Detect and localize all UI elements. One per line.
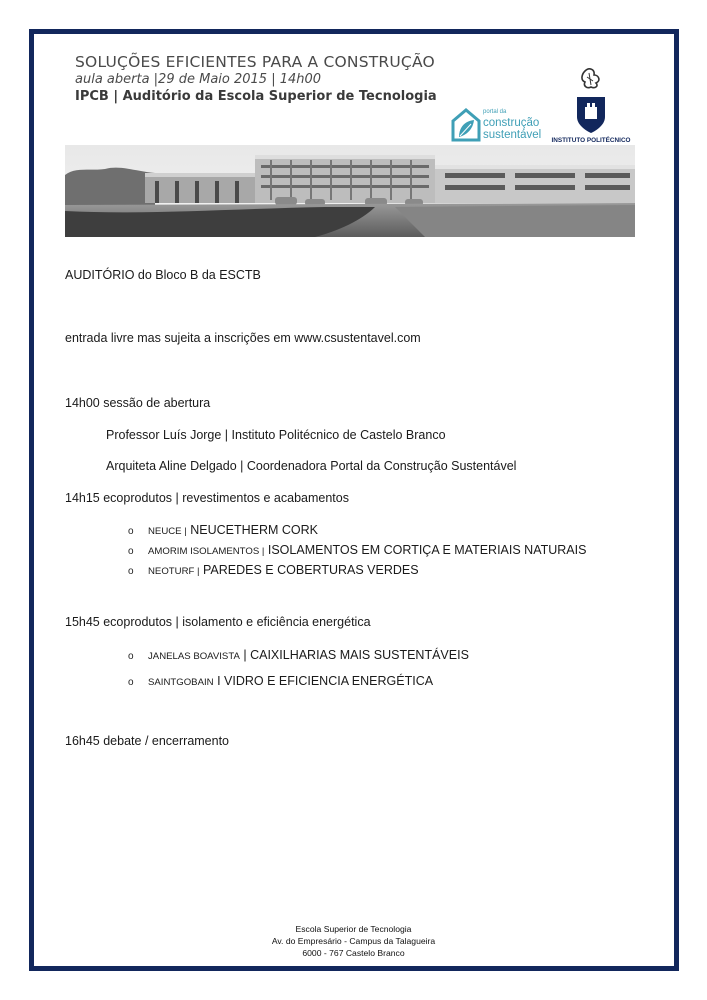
banner-titles [75,53,437,106]
banner-venue: IPCB | Auditório da Escola Superior de Tecnologia [75,89,437,104]
company-name: NEOTURF | [148,566,200,577]
product-name: ISOLAMENTOS EM CORTIÇA E MATERIAIS NATURAIS [267,543,587,557]
house-leaf-icon [451,107,481,143]
portal-line-1: construção [483,117,540,129]
product-name: | CAIXILHARIAS MAIS SUSTENTÁVEIS [243,648,469,662]
registration-text: entrada livre mas sujeita a inscrições em www.csustentavel.com [65,331,421,345]
product-name: I VIDRO E EFICIENCIA ENERGÉTICA [217,674,434,688]
bullet-icon: o [128,677,134,688]
bullet-icon: o [128,566,134,577]
list-item-text [148,674,433,688]
bullet-icon: o [128,546,134,557]
portal-line-2: sustentável [483,129,542,141]
bullet-icon: o [128,526,134,537]
banner-subtitle: aula aberta |29 de Maio 2015 | 14h00 [75,72,322,87]
session2-heading: 15h45 ecoprodutos | isolamento e eficiência energética [65,615,371,629]
company-name: JANELAS BOAVISTA [148,651,240,662]
product-name: NEUCETHERM CORK [190,523,319,537]
ipcb-shield-icon [549,67,633,135]
footer-line: Escola Superior de Tecnologia [295,924,412,934]
ipcb-name: INSTITUTO POLITÉCNICO [551,137,631,144]
ipcb-logo [549,67,633,157]
opening-heading: 14h00 sessão de abertura [65,396,211,410]
banner-title: SOLUÇÕES EFICIENTES PARA A CONSTRUÇÃO [75,53,435,71]
product-name: PAREDES E COBERTURAS VERDES [203,563,419,577]
company-name: AMORIM ISOLAMENTOS | [148,546,265,557]
company-name: SAINTGOBAIN [148,677,214,688]
portal-small-text: portal da [483,109,507,115]
footer-address [0,923,707,959]
opening-speaker: Arquiteta Aline Delgado | Coordenadora Portal da Construção Sustentável [106,459,517,473]
portal-construcao-sustentavel-logo [451,107,543,147]
location-text: AUDITÓRIO do Bloco B da ESCTB [65,268,261,282]
list-item-text [148,543,586,557]
session1-heading: 14h15 ecoprodutos | revestimentos e acabamentos [65,491,349,505]
footer-line: 6000 - 767 Castelo Branco [302,948,405,958]
opening-speaker: Professor Luís Jorge | Instituto Politécnico de Castelo Branco [106,428,446,442]
campus-building-photo [65,145,635,237]
closing-text: 16h45 debate / encerramento [65,734,230,748]
list-item-text [148,563,419,577]
footer-line: Av. do Empresário - Campus da Talagueira [271,936,436,946]
bullet-icon: o [128,651,134,662]
header-banner [65,47,635,237]
company-name: NEUCE | [148,526,187,537]
list-item-text [148,648,469,662]
list-item-text [148,523,318,537]
